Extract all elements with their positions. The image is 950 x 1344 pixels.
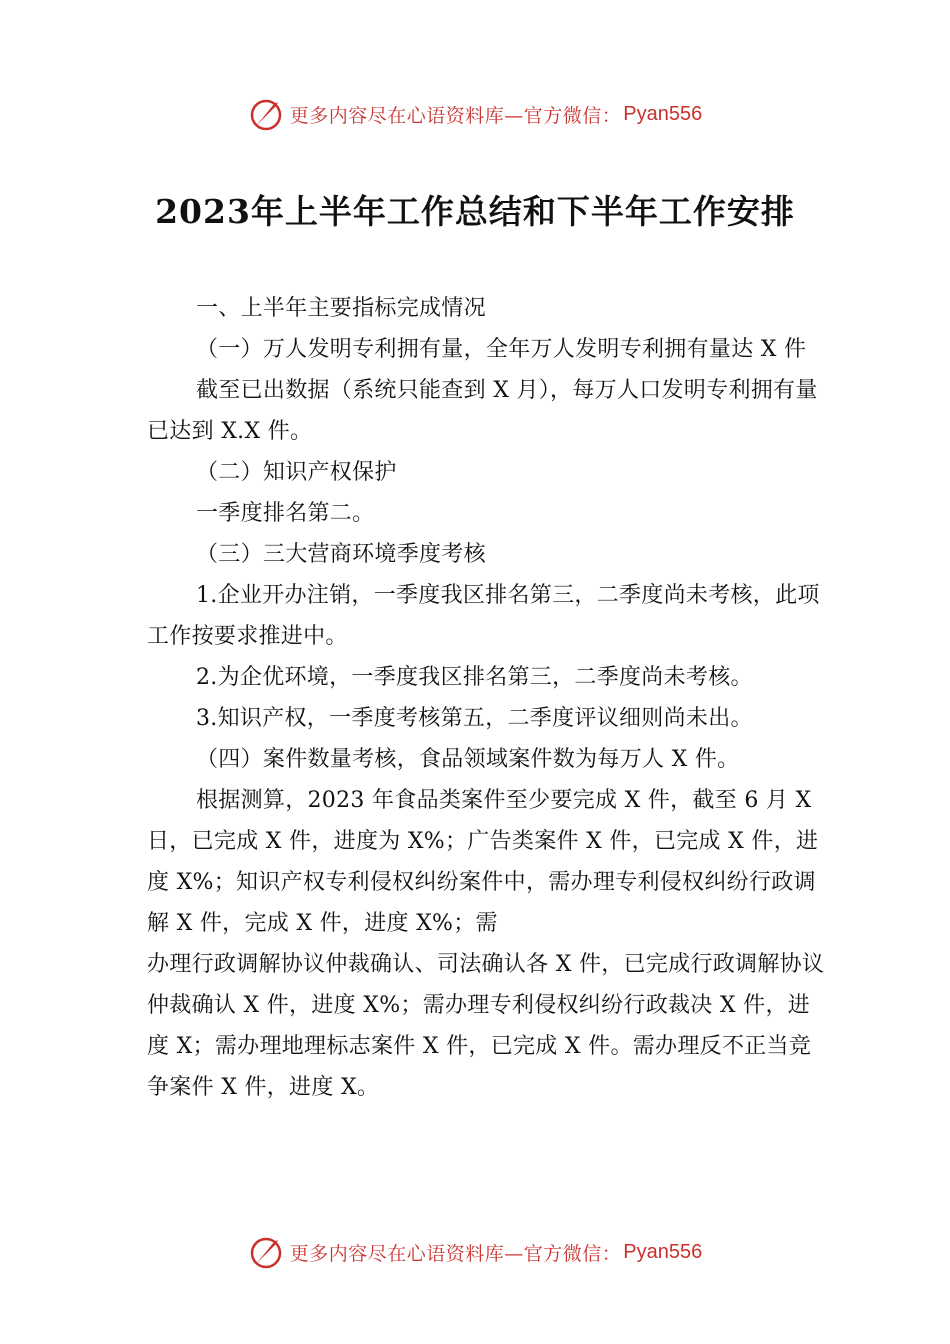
paragraph: 办理行政调解协议仲裁确认、司法确认各 X 件，已完成行政调解协议仲裁确认 X 件，进度 X%；需办理专利侵权纠纷行政裁决 X 件，进度 X；需办理地理标志案件 X 件，已完成 X 件。需办理反不正当竞争案件 X 件，进度 X。 <box>147 952 825 1100</box>
watermark-footer <box>0 1232 950 1272</box>
subsection-heading: （三）三大营商环境季度考核 <box>196 542 486 567</box>
list-item: 3.知识产权，一季度考核第五，二季度评议细则尚未出。 <box>196 706 753 731</box>
watermark-wechat-id: Pyan556 <box>623 1240 703 1263</box>
watermark-text: 更多内容尽在心语资料库—官方微信： <box>289 104 622 127</box>
document-body <box>147 288 827 1108</box>
document-title: 2023年上半年工作总结和下半年工作安排 <box>155 192 795 231</box>
paragraph: 根据测算，2023 年食品类案件至少要完成 X 件，截至 6 月 X 日，已完成 X 件，进度为 X%；广告类案件 X 件，已完成 X 件，进度 X%；知识产权专利侵权纠纷案件中，需办理专利侵权纠纷行政调解 X 件，完成 X 件，进度 X%；需 <box>147 788 819 936</box>
quill-logo-icon <box>248 96 284 132</box>
list-item: 1.企业开办注销，一季度我区排名第三，二季度尚未考核，此项工作按要求推进中。 <box>147 583 820 649</box>
paragraph: 截至已出数据（系统只能查到 X 月），每万人口发明专利拥有量已达到 X.X 件。 <box>147 378 818 444</box>
section-heading: 一、上半年主要指标完成情况 <box>196 296 486 321</box>
subsection-heading: （四）案件数量考核，食品领域案件数为每万人 X 件。 <box>196 747 740 772</box>
quill-logo-icon <box>248 1234 284 1270</box>
watermark-header <box>0 94 950 134</box>
list-item: 2.为企优环境，一季度我区排名第三，二季度尚未考核。 <box>196 665 753 690</box>
subsection-heading: （一）万人发明专利拥有量，全年万人发明专利拥有量达 X 件 <box>196 337 807 362</box>
watermark-wechat-id: Pyan556 <box>623 102 703 125</box>
subsection-heading: （二）知识产权保护 <box>196 460 397 485</box>
paragraph: 一季度排名第二。 <box>196 501 375 526</box>
watermark-text: 更多内容尽在心语资料库—官方微信： <box>289 1242 622 1265</box>
